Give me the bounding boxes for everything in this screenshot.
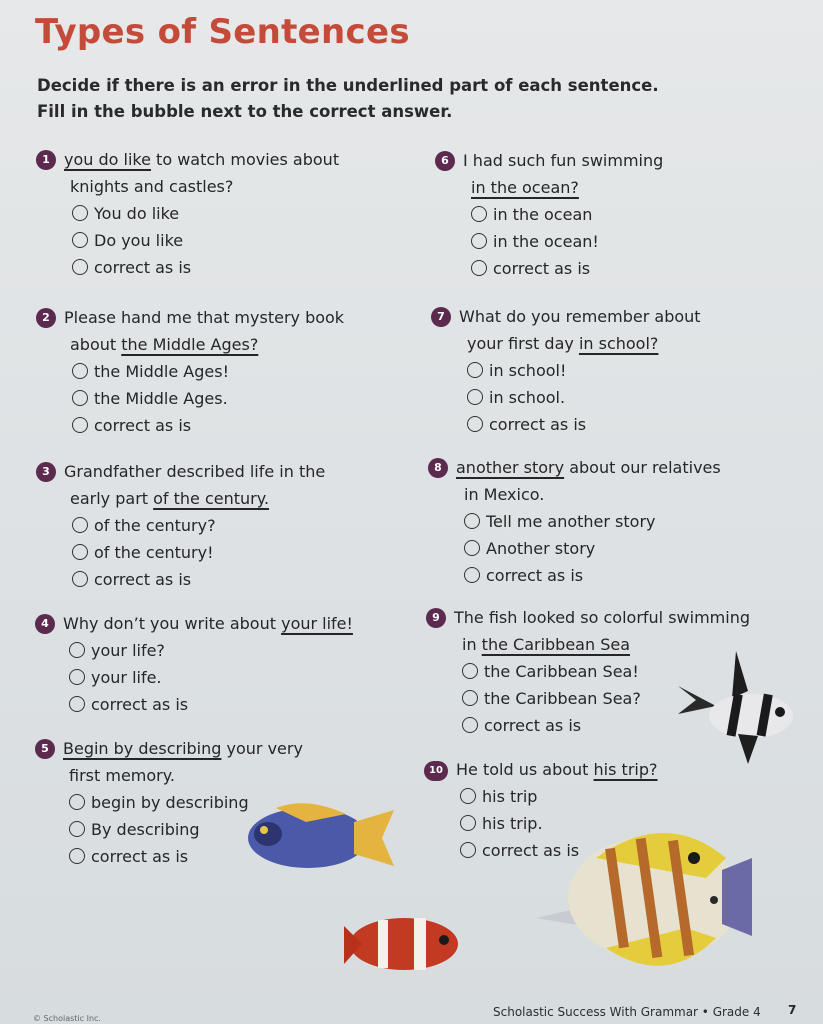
answer-option[interactable]	[37, 664, 353, 691]
option-label: your life?	[91, 641, 165, 660]
underlined-part: his trip?	[593, 760, 658, 779]
page-footer: Scholastic Success With Grammar • Grade 4	[493, 1005, 761, 1019]
question-text: I had such fun swimming	[463, 151, 664, 170]
option-label: correct as is	[482, 841, 580, 860]
question-text: about our relatives	[564, 458, 721, 477]
option-label: Another story	[486, 539, 596, 558]
question-number-badge: 5	[35, 739, 55, 759]
underlined-part: your life!	[281, 614, 353, 633]
answer-bubble[interactable]	[460, 842, 476, 858]
option-label: You do like	[94, 204, 180, 223]
option-label: By describing	[91, 820, 200, 839]
answer-option[interactable]	[38, 385, 344, 412]
answer-option[interactable]	[38, 227, 339, 254]
question-text: What do you remember about	[459, 307, 701, 326]
question-text: Please hand me that mystery book	[64, 308, 345, 327]
answer-bubble[interactable]	[72, 205, 88, 221]
page-title: Types of Sentences	[35, 12, 410, 52]
underlined-part: in the ocean?	[471, 178, 579, 197]
answer-bubble[interactable]	[69, 848, 85, 864]
option-label: the Middle Ages!	[94, 362, 229, 381]
answer-option[interactable]	[430, 562, 721, 589]
question-number-badge: 9	[426, 608, 446, 628]
cardinalfish-illustration	[676, 646, 798, 768]
answer-bubble[interactable]	[69, 669, 85, 685]
instruction-line-2: Fill in the bubble next to the correct answer.	[37, 102, 453, 121]
question-text: in Mexico.	[464, 485, 545, 504]
option-label: correct as is	[486, 566, 584, 585]
answer-option[interactable]	[430, 535, 721, 562]
answer-option[interactable]	[430, 508, 721, 535]
answer-option[interactable]	[426, 783, 657, 810]
question-text: He told us about	[456, 760, 594, 779]
question-2	[38, 304, 344, 439]
answer-option[interactable]	[437, 228, 663, 255]
answer-option[interactable]	[38, 539, 325, 566]
answer-option[interactable]	[37, 691, 353, 718]
question-text: to watch movies about	[150, 150, 340, 169]
answer-bubble[interactable]	[460, 788, 476, 804]
option-label: in the ocean!	[493, 232, 599, 251]
question-number-badge: 4	[35, 614, 55, 634]
question-6	[437, 147, 663, 282]
answer-bubble[interactable]	[72, 417, 88, 433]
answer-bubble[interactable]	[467, 362, 483, 378]
answer-bubble[interactable]	[72, 390, 88, 406]
option-label: of the century?	[94, 516, 216, 535]
answer-bubble[interactable]	[69, 696, 85, 712]
option-label: the Caribbean Sea?	[484, 689, 641, 708]
option-label: begin by describing	[91, 793, 249, 812]
option-label: correct as is	[91, 847, 189, 866]
answer-bubble[interactable]	[467, 389, 483, 405]
underlined-part: Begin by describing	[63, 739, 222, 758]
question-8	[430, 454, 721, 589]
question-1	[38, 146, 339, 281]
option-label: correct as is	[94, 416, 192, 435]
answer-bubble[interactable]	[467, 416, 483, 432]
option-label: correct as is	[91, 695, 189, 714]
option-label: correct as is	[489, 415, 587, 434]
question-number-badge: 2	[36, 308, 56, 328]
page-number: 7	[788, 1003, 797, 1017]
answer-bubble[interactable]	[464, 513, 480, 529]
question-text: first memory.	[69, 766, 176, 785]
underlined-part: the Middle Ages?	[121, 335, 259, 354]
butterflyfish-illustration	[536, 818, 754, 978]
underlined-part: of the century.	[153, 489, 270, 508]
answer-bubble[interactable]	[471, 206, 487, 222]
answer-option[interactable]	[38, 200, 339, 227]
answer-bubble[interactable]	[72, 517, 88, 533]
option-label: correct as is	[94, 570, 192, 589]
option-label: in school.	[489, 388, 566, 407]
answer-bubble[interactable]	[69, 794, 85, 810]
underlined-part: in school?	[578, 334, 659, 353]
option-label: his trip	[482, 787, 538, 806]
answer-option[interactable]	[38, 412, 344, 439]
underlined-part: the Caribbean Sea	[481, 635, 631, 654]
option-label: his trip.	[482, 814, 543, 833]
question-text: The fish looked so colorful swimming	[454, 608, 750, 627]
option-label: Tell me another story	[486, 512, 656, 531]
angelfish-illustration	[246, 800, 396, 876]
option-label: of the century!	[94, 543, 214, 562]
answer-option[interactable]	[437, 255, 663, 282]
answer-option[interactable]	[437, 201, 663, 228]
question-4	[37, 610, 353, 718]
question-number-badge: 7	[431, 307, 451, 327]
question-text: knights and castles?	[70, 177, 234, 196]
answer-bubble[interactable]	[69, 821, 85, 837]
answer-bubble[interactable]	[462, 663, 478, 679]
option-label: Do you like	[94, 231, 184, 250]
underlined-part: you do like	[64, 150, 151, 169]
option-label: in the ocean	[493, 205, 593, 224]
question-text: your first day	[467, 334, 579, 353]
question-text: about	[70, 335, 122, 354]
answer-bubble[interactable]	[72, 232, 88, 248]
answer-bubble[interactable]	[464, 567, 480, 583]
question-7	[433, 303, 701, 438]
option-label: in school!	[489, 361, 567, 380]
answer-bubble[interactable]	[69, 642, 85, 658]
option-label: the Middle Ages.	[94, 389, 228, 408]
answer-bubble[interactable]	[72, 571, 88, 587]
answer-option[interactable]	[433, 357, 701, 384]
answer-option[interactable]	[38, 566, 325, 593]
question-text: in	[462, 635, 482, 654]
question-number-badge: 1	[36, 150, 56, 170]
answer-bubble[interactable]	[464, 540, 480, 556]
answer-bubble[interactable]	[72, 544, 88, 560]
option-label: correct as is	[94, 258, 192, 277]
option-label: correct as is	[484, 716, 582, 735]
question-text: Grandfather described life in the	[64, 462, 326, 481]
answer-bubble[interactable]	[72, 259, 88, 275]
underlined-part: another story	[456, 458, 565, 477]
question-number-badge: 8	[428, 458, 448, 478]
question-3	[38, 458, 325, 593]
clownfish-illustration	[340, 908, 464, 978]
answer-bubble[interactable]	[462, 717, 478, 733]
question-text: Why don’t you write about	[63, 614, 282, 633]
question-text: your very	[221, 739, 303, 758]
answer-option[interactable]	[433, 411, 701, 438]
answer-option[interactable]	[38, 358, 344, 385]
answer-option[interactable]	[38, 512, 325, 539]
option-label: the Caribbean Sea!	[484, 662, 639, 681]
answer-option[interactable]	[433, 384, 701, 411]
question-text: early part	[70, 489, 154, 508]
option-label: your life.	[91, 668, 162, 687]
copyright-notice: © Scholastic Inc.	[33, 1014, 101, 1023]
question-number-badge: 6	[435, 151, 455, 171]
answer-bubble[interactable]	[471, 260, 487, 276]
question-number-badge: 10	[424, 761, 448, 781]
answer-bubble[interactable]	[72, 363, 88, 379]
question-number-badge: 3	[36, 462, 56, 482]
answer-bubble[interactable]	[471, 233, 487, 249]
option-label: correct as is	[493, 259, 591, 278]
answer-bubble[interactable]	[460, 815, 476, 831]
answer-option[interactable]	[38, 254, 339, 281]
answer-option[interactable]	[37, 637, 353, 664]
instruction-line-1: Decide if there is an error in the underlined part of each sentence.	[37, 76, 659, 95]
answer-bubble[interactable]	[462, 690, 478, 706]
